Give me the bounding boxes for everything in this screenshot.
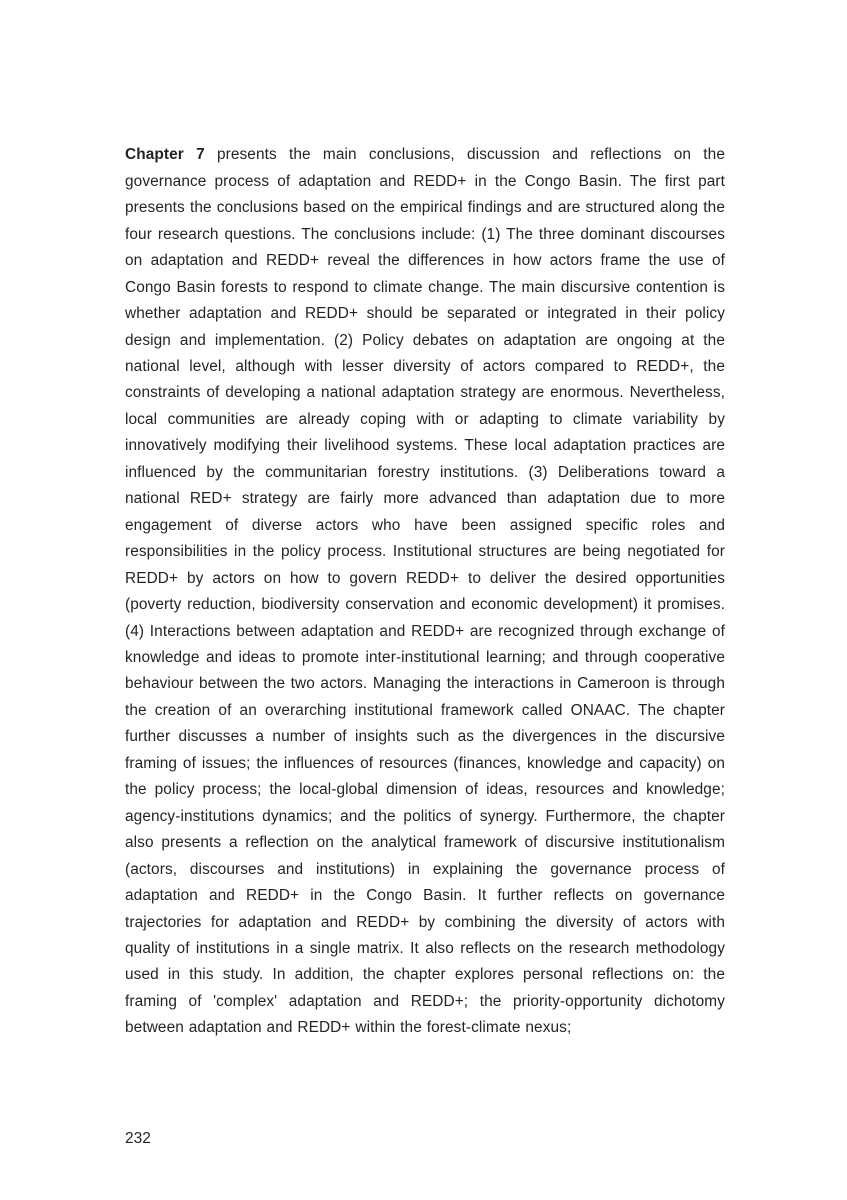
page-number: 232	[125, 1130, 151, 1147]
body-paragraph	[125, 142, 725, 1041]
paragraph-text: presents the main conclusions, discussion and reflections on the governance process of adaptation and REDD+ in the Congo Basin. The first part presents the conclusions based on the empirical findings and are structured along the four research questions. The conclusions include: (1) The three dominant discourses on adaptation and REDD+ reveal the differences in how actors frame the use of Congo Basin forests to respond to climate change. The main discursive contention is whether adaptation and REDD+ should be separated or integrated in their policy design and implementation. (2) Policy debates on adaptation are ongoing at the national level, although with lesser diversity of actors compared to REDD+, the constraints of developing a national adaptation strategy are enormous. Nevertheless, local communities are already coping with or adapting to climate variability by innovatively modifying their livelihood systems. These local adaptation practices are influenced by the communitarian forestry institutions. (3) Deliberations toward a national RED+ strategy are fairly more advanced than adaptation due to more engagement of diverse actors who have been assigned specific roles and responsibilities in the policy process. Institutional structures are being negotiated for REDD+ by actors on how to govern REDD+ to deliver the desired opportunities (poverty reduction, biodiversity conservation and economic development) it promises. (4) Interactions between adaptation and REDD+ are recognized through exchange of knowledge and ideas to promote inter-institutional learning; and through cooperative behaviour between the two actors. Managing the interactions in Cameroon is through the creation of an overarching institutional framework called ONAAC. The chapter further discusses a number of insights such as the divergences in the discursive framing of issues; the influences of resources (finances, knowledge and capacity) on the policy process; the local-global dimension of ideas, resources and knowledge; agency-institutions dynamics; and the politics of synergy. Furthermore, the chapter also presents a reflection on the analytical framework of discursive institutionalism (actors, discourses and institutions) in explaining the governance process of adaptation and REDD+ in the Congo Basin. It further reflects on governance trajectories for adaptation and REDD+ by combining the diversity of actors with quality of institutions in a single matrix. It also reflects on the research methodology used in this study. In addition, the chapter explores personal reflections on: the framing of 'complex' adaptation and REDD+; the priority-opportunity dichotomy between adaptation and REDD+ within the forest-climate nexus;	[125, 146, 725, 1037]
chapter-lead-label: Chapter 7	[125, 146, 205, 164]
main-text-block	[125, 127, 725, 1057]
